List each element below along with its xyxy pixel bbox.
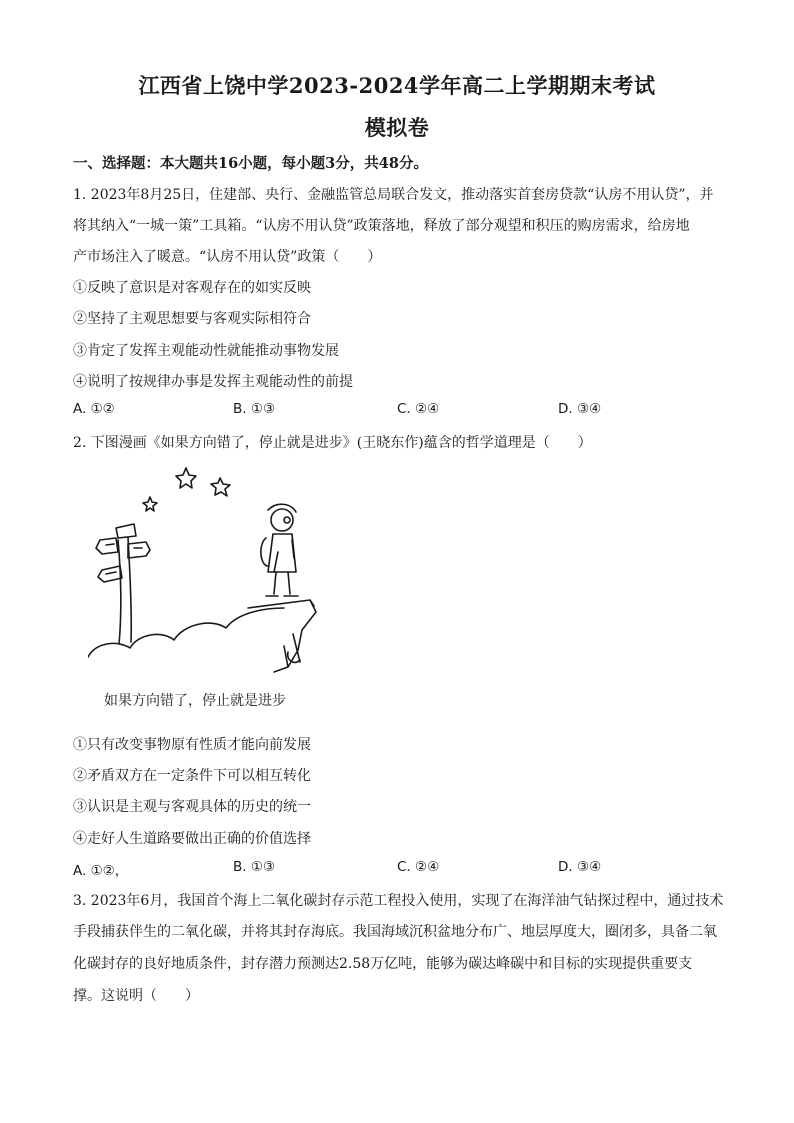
question-3-line: 手段捕获伴生的二氧化碳，并将其封存海底。我国海域沉积盆地分布广、地层厚度大，圈闭多，具备二氧 <box>73 924 717 940</box>
question-1-line: 产市场注入了暖意。“认房不用认贷”政策（ ） <box>73 249 382 265</box>
question-1-line: 将其纳入“一城一策”工具箱。“认房不用认贷”政策落地，释放了部分观望和积压的购房需求，给房地 <box>73 218 690 234</box>
question-3-line: 3. 2023年6月，我国首个海上二氧化碳封存示范工程投入使用，实现了在海洋油气钻探过程中，通过技术 <box>73 893 724 909</box>
q1-option-b[interactable]: B. ①③ <box>233 401 276 417</box>
q2-statement: ②矛盾双方在一定条件下可以相互转化 <box>73 768 311 784</box>
star-icon <box>143 497 157 511</box>
question-3-line: 撑。这说明（ ） <box>73 988 199 1004</box>
q2-statement: ④走好人生道路要做出正确的价值选择 <box>73 831 311 847</box>
q1-option-a[interactable]: A. ①② <box>73 401 115 417</box>
star-icon <box>211 478 230 496</box>
cartoon-caption: 如果方向错了，停止就是进步 <box>104 693 286 709</box>
page-title: 江西省上饶中学2023-2024学年高二上学期期末考试 <box>138 73 656 98</box>
q1-statement: ④说明了按规律办事是发挥主观能动性的前提 <box>73 374 353 390</box>
star-icon <box>176 468 196 488</box>
q2-statement: ①只有改变事物原有性质才能向前发展 <box>73 737 311 753</box>
person-icon <box>261 504 298 596</box>
q1-statement: ②坚持了主观思想要与客观实际相符合 <box>73 311 311 327</box>
q1-statement: ③肯定了发挥主观能动性就能推动事物发展 <box>73 343 339 359</box>
q2-option-a[interactable]: A. ①②， <box>73 863 129 879</box>
question-3-line: 化碳封存的良好地质条件，封存潜力预测达2.58万亿吨，能够为碳达峰碳中和目标的实现提供重要支 <box>73 956 693 972</box>
question-1-line: 1. 2023年8月25日，住建部、央行、金融监管总局联合发文，推动落实首套房贷款“认房不用认贷”，并 <box>73 187 714 203</box>
signpost-icon <box>96 524 150 644</box>
q1-option-c[interactable]: C. ②④ <box>397 401 440 417</box>
q2-option-c[interactable]: C. ②④ <box>397 859 440 875</box>
cartoon-illustration <box>88 462 328 681</box>
q2-option-b[interactable]: B. ①③ <box>233 859 276 875</box>
q2-option-d[interactable]: D. ③④ <box>558 859 602 875</box>
q2-statement: ③认识是主观与客观具体的历史的统一 <box>73 799 311 815</box>
question-2-stem: 2. 下图漫画《如果方向错了，停止就是进步》(王晓东作)蕴含的哲学道理是（ ） <box>73 435 592 451</box>
page-subtitle: 模拟卷 <box>364 115 430 140</box>
q1-statement: ①反映了意识是对客观存在的如实反映 <box>73 280 311 296</box>
cloud-icon <box>88 608 284 657</box>
q1-option-d[interactable]: D. ③④ <box>558 401 602 417</box>
section-heading: 一、选择题：本大题共16小题，每小题3分，共48分。 <box>73 155 428 172</box>
